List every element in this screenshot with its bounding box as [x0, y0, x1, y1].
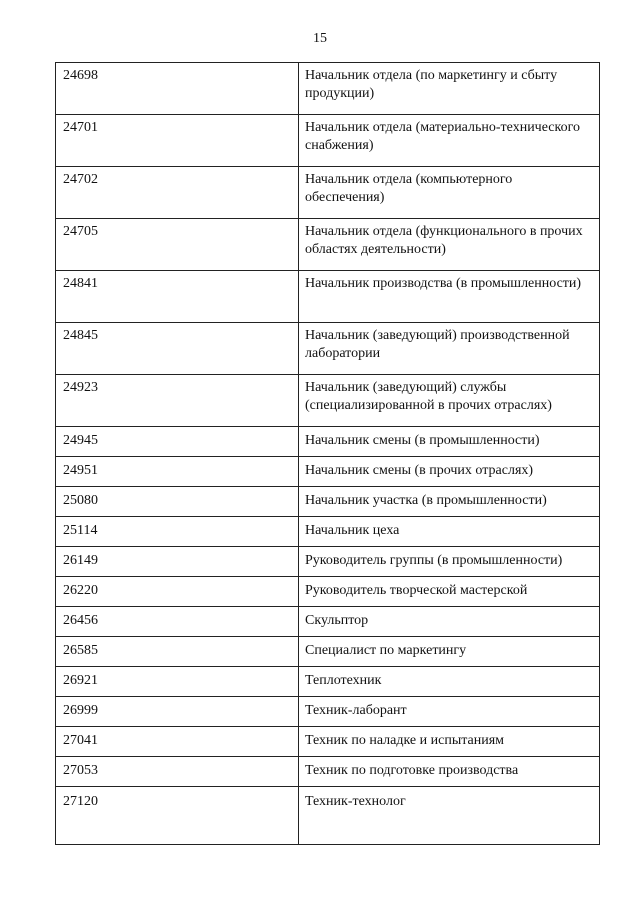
table-row — [56, 547, 600, 577]
profession-title: Скульптор — [299, 607, 600, 637]
table-row — [56, 637, 600, 667]
profession-title: Начальник цеха — [299, 517, 600, 547]
profession-code: 26149 — [56, 547, 299, 577]
table-row — [56, 375, 600, 427]
profession-title: Начальник (заведующий) службы (специализированной в прочих отраслях) — [299, 375, 600, 427]
profession-code: 24845 — [56, 323, 299, 375]
profession-title: Специалист по маркетингу — [299, 637, 600, 667]
profession-code: 25080 — [56, 487, 299, 517]
profession-title: Начальник смены (в промышленности) — [299, 427, 600, 457]
table-row — [56, 517, 600, 547]
profession-title: Техник-лаборант — [299, 697, 600, 727]
table-row — [56, 167, 600, 219]
profession-code: 24702 — [56, 167, 299, 219]
profession-title: Начальник отдела (компьютерного обеспечения) — [299, 167, 600, 219]
profession-code: 26220 — [56, 577, 299, 607]
profession-code: 24698 — [56, 63, 299, 115]
profession-title: Начальник (заведующий) производственной лаборатории — [299, 323, 600, 375]
profession-code: 25114 — [56, 517, 299, 547]
profession-code: 26921 — [56, 667, 299, 697]
profession-title: Техник по наладке и испытаниям — [299, 727, 600, 757]
profession-code: 27053 — [56, 757, 299, 787]
profession-title: Начальник смены (в прочих отраслях) — [299, 457, 600, 487]
profession-code: 24705 — [56, 219, 299, 271]
profession-code: 26456 — [56, 607, 299, 637]
table-row — [56, 697, 600, 727]
table-row — [56, 727, 600, 757]
table-row — [56, 219, 600, 271]
profession-title: Руководитель группы (в промышленности) — [299, 547, 600, 577]
table-row — [56, 607, 600, 637]
table-row — [56, 457, 600, 487]
profession-code: 24951 — [56, 457, 299, 487]
table-row — [56, 115, 600, 167]
profession-code: 24841 — [56, 271, 299, 323]
profession-title: Начальник отдела (материально-технического снабжения) — [299, 115, 600, 167]
table-row — [56, 577, 600, 607]
profession-title: Руководитель творческой мастерской — [299, 577, 600, 607]
profession-code: 26585 — [56, 637, 299, 667]
profession-code: 26999 — [56, 697, 299, 727]
profession-code: 24923 — [56, 375, 299, 427]
table-row — [56, 427, 600, 457]
table-row — [56, 757, 600, 787]
table-row — [56, 487, 600, 517]
table-row — [56, 63, 600, 115]
table-row — [56, 271, 600, 323]
profession-code: 27120 — [56, 787, 299, 845]
profession-title: Начальник отдела (по маркетингу и сбыту продукции) — [299, 63, 600, 115]
table-row — [56, 323, 600, 375]
table-row — [56, 667, 600, 697]
profession-codes-table — [55, 62, 600, 845]
profession-code: 24945 — [56, 427, 299, 457]
profession-title: Техник-технолог — [299, 787, 600, 845]
profession-title: Техник по подготовке производства — [299, 757, 600, 787]
table-row — [56, 787, 600, 845]
profession-title: Начальник производства (в промышленности) — [299, 271, 600, 323]
profession-title: Начальник участка (в промышленности) — [299, 487, 600, 517]
profession-title: Теплотехник — [299, 667, 600, 697]
profession-code: 27041 — [56, 727, 299, 757]
page-number: 15 — [313, 31, 327, 46]
profession-title: Начальник отдела (функционального в прочих областях деятельности) — [299, 219, 600, 271]
profession-code: 24701 — [56, 115, 299, 167]
